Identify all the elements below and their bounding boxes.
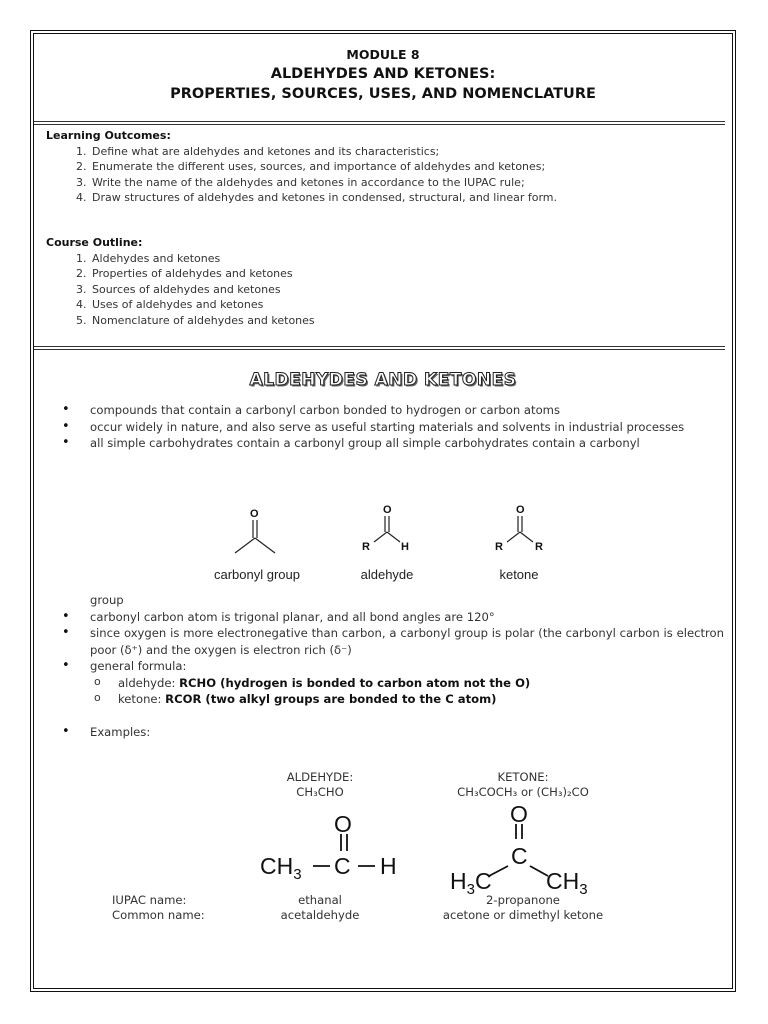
example-formula: CH₃COCH₃ or (CH₃)₂CO — [457, 785, 589, 799]
outcome-item: 2. Enumerate the different uses, sources, and importance of aldehydes and ketones; — [90, 159, 726, 175]
oxygen-label: O — [334, 811, 352, 837]
example-heading: ALDEHYDE: — [286, 770, 354, 784]
carbonyl-figure — [195, 498, 575, 588]
bullet-item: • occur widely in nature, and also serve as useful starting materials and solvents in industrial processes — [62, 419, 724, 436]
outline-item: 5. Nomenclature of aldehydes and ketones — [90, 313, 726, 329]
bullet-item: • all simple carbohydrates contain a carbonyl group all simple carbohydrates contain a carbonyl — [62, 435, 724, 452]
section-title: ALDEHYDES AND KETONES — [249, 370, 517, 390]
methyl-label: $CH_3$ — [260, 853, 302, 883]
ketone-names — [418, 893, 628, 923]
divider-middle — [34, 346, 725, 350]
formula-label: ketone: — [118, 692, 166, 706]
aldehyde-caption: aldehyde — [360, 567, 414, 582]
ketone-example-head — [428, 770, 618, 800]
methyl-label: $H_3C$ — [450, 868, 492, 894]
learning-outcomes-heading: Learning Outcomes: — [46, 129, 171, 142]
common-name: acetaldehyde — [280, 908, 360, 922]
oxygen-label: O — [250, 508, 259, 520]
oxygen-label: O — [516, 504, 525, 516]
bullet-item: • Examples: — [62, 724, 724, 741]
formula-value: RCOR (two alkyl groups are bonded to the C atom) — [165, 692, 497, 706]
module-title: ALDEHYDES AND KETONES: — [270, 66, 496, 82]
bullet-item: • carbonyl carbon atom is trigonal planar, and all bond angles are 120° — [62, 609, 724, 626]
ketone-caption: ketone — [499, 567, 539, 582]
module-subtitle: PROPERTIES, SOURCES, USES, AND NOMENCLATURE — [170, 86, 596, 102]
bullet-list-b — [62, 592, 724, 740]
example-heading: KETONE: — [497, 770, 549, 784]
bullet-item: • since oxygen is more electronegative than carbon, a carbonyl group is polar (the carbonyl carbon is electron poor (δ⁺) and the oxygen is electron rich (δ⁻) — [62, 625, 724, 658]
outline-item: 2. Properties of aldehydes and ketones — [90, 266, 726, 282]
outcome-item: 4. Draw structures of aldehydes and ketones in condensed, structural, and linear form. — [90, 190, 726, 206]
formula-aldehyde — [62, 675, 724, 692]
common-label: Common name: — [112, 908, 205, 922]
formula-ketone — [62, 691, 724, 708]
outcome-item: 3. Write the name of the aldehydes and ketones in accordance to the IUPAC rule; — [90, 175, 726, 191]
outcome-item: 1. Define what are aldehydes and ketones and its characteristics; — [90, 144, 726, 160]
learning-outcomes — [46, 128, 726, 206]
methyl-label: $CH_3$ — [546, 868, 588, 894]
example-formula: CH₃CHO — [296, 785, 344, 799]
carbon-label: C — [334, 853, 351, 879]
oxygen-label: O — [383, 504, 392, 516]
course-outline-heading: Course Outline: — [46, 236, 143, 249]
aldehyde-example-head — [255, 770, 385, 800]
bullet-item: • compounds that contain a carbonyl carbon bonded to hydrogen or carbon atoms — [62, 402, 724, 419]
iupac-name: 2-propanone — [486, 893, 560, 907]
carbonyl-group-caption: carbonyl group — [214, 567, 300, 582]
h-label: H — [401, 541, 409, 553]
module-number: MODULE 8 — [346, 47, 420, 62]
course-outline — [46, 235, 726, 329]
r-label: R — [535, 541, 543, 553]
example-structures — [250, 802, 610, 894]
r-label: R — [495, 541, 503, 553]
bullet-item: • general formula: — [62, 658, 724, 675]
divider-top — [34, 121, 725, 125]
outline-item: 1. Aldehydes and ketones — [90, 251, 726, 267]
iupac-name: ethanal — [298, 893, 342, 907]
common-name: acetone or dimethyl ketone — [442, 908, 604, 922]
formula-value: RCHO (hydrogen is bonded to carbon atom not the O) — [179, 675, 531, 690]
iupac-label: IUPAC name: — [112, 893, 187, 907]
r-label: R — [362, 541, 370, 553]
hydrogen-label: H — [380, 853, 397, 879]
aldehyde-names — [255, 893, 385, 923]
oxygen-label: O — [510, 802, 528, 827]
group-word: group — [90, 593, 124, 607]
formula-label: aldehyde: — [118, 675, 180, 690]
module-header — [34, 46, 732, 104]
outline-item: 4. Uses of aldehydes and ketones — [90, 297, 726, 313]
carbon-label: C — [511, 843, 528, 869]
name-labels — [112, 893, 232, 923]
outline-item: 3. Sources of aldehydes and ketones — [90, 282, 726, 298]
bullet-list-a — [62, 402, 724, 452]
